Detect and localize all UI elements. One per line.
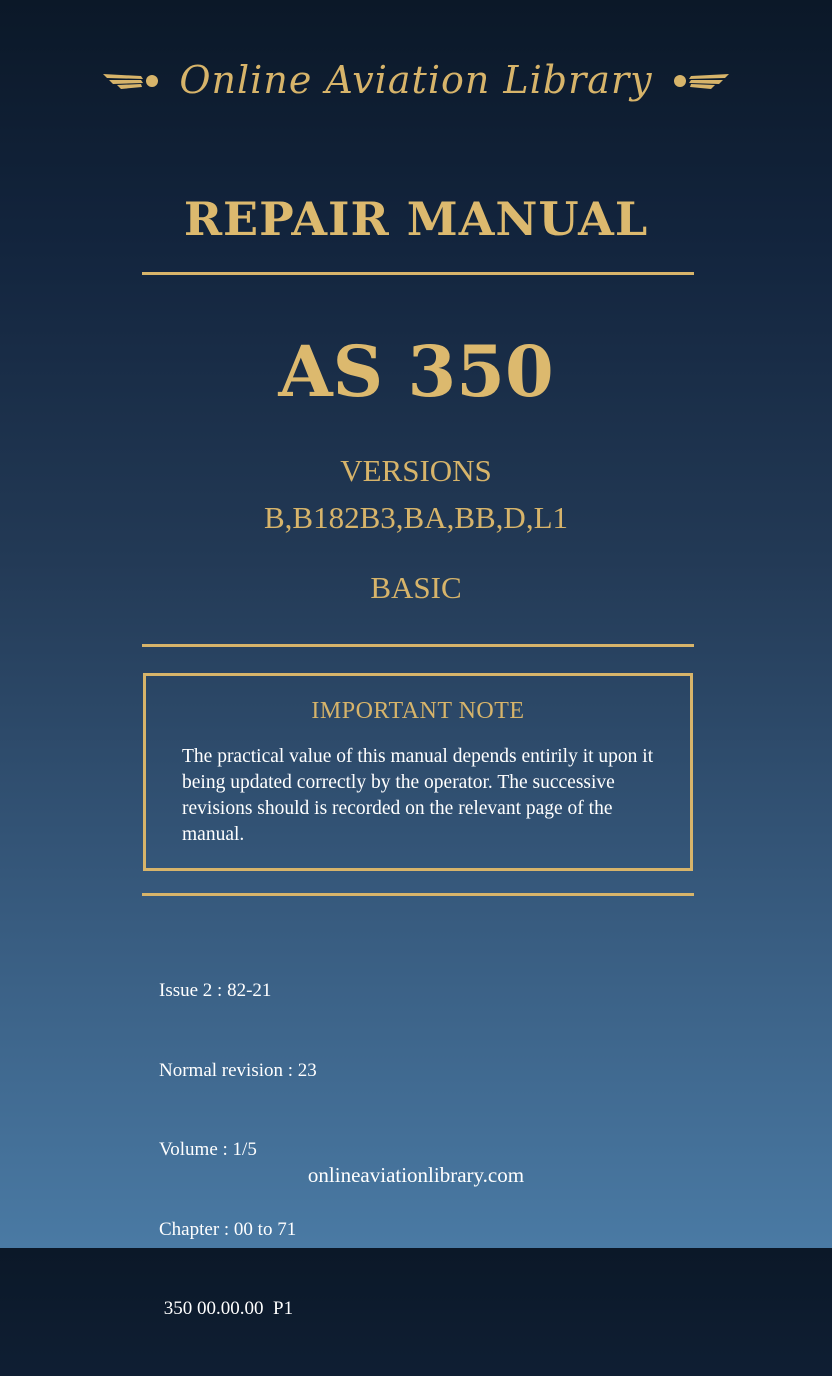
footer-url[interactable]: onlineaviationlibrary.com [307, 1163, 525, 1187]
important-note-box [143, 673, 693, 871]
edition-label: BASIC [370, 570, 462, 605]
divider-top [142, 272, 694, 275]
divider-middle [142, 644, 694, 647]
versions-label: VERSIONS [340, 453, 492, 488]
brand-header [0, 58, 832, 102]
divider-bottom [142, 893, 694, 896]
left-wings-icon [101, 66, 165, 94]
volume: Volume : 1/5 [159, 1139, 257, 1160]
aircraft-model: AS 350 [278, 330, 554, 413]
right-wings-icon [667, 66, 731, 94]
chapter-range: Chapter : 00 to 71 [159, 1218, 297, 1240]
page-reference: 350 00.00.00 P1 [159, 1298, 294, 1319]
note-body: The practical value of this manual depends entirily it upon it being updated correctly by the operator. The successive revisions should is recorded on the relevant page of the manual. [182, 746, 654, 845]
issue-number: Issue 2 : 82-21 [159, 980, 272, 1001]
note-heading: IMPORTANT NOTE [311, 698, 525, 724]
issue-info [159, 925, 317, 1376]
manual-title: REPAIR MANUAL [183, 192, 649, 246]
brand-name: Online Aviation Library [179, 58, 653, 102]
normal-revision: Normal revision : 23 [159, 1059, 317, 1081]
versions-list: B,B182B3,BA,BB,D,L1 [263, 500, 569, 535]
